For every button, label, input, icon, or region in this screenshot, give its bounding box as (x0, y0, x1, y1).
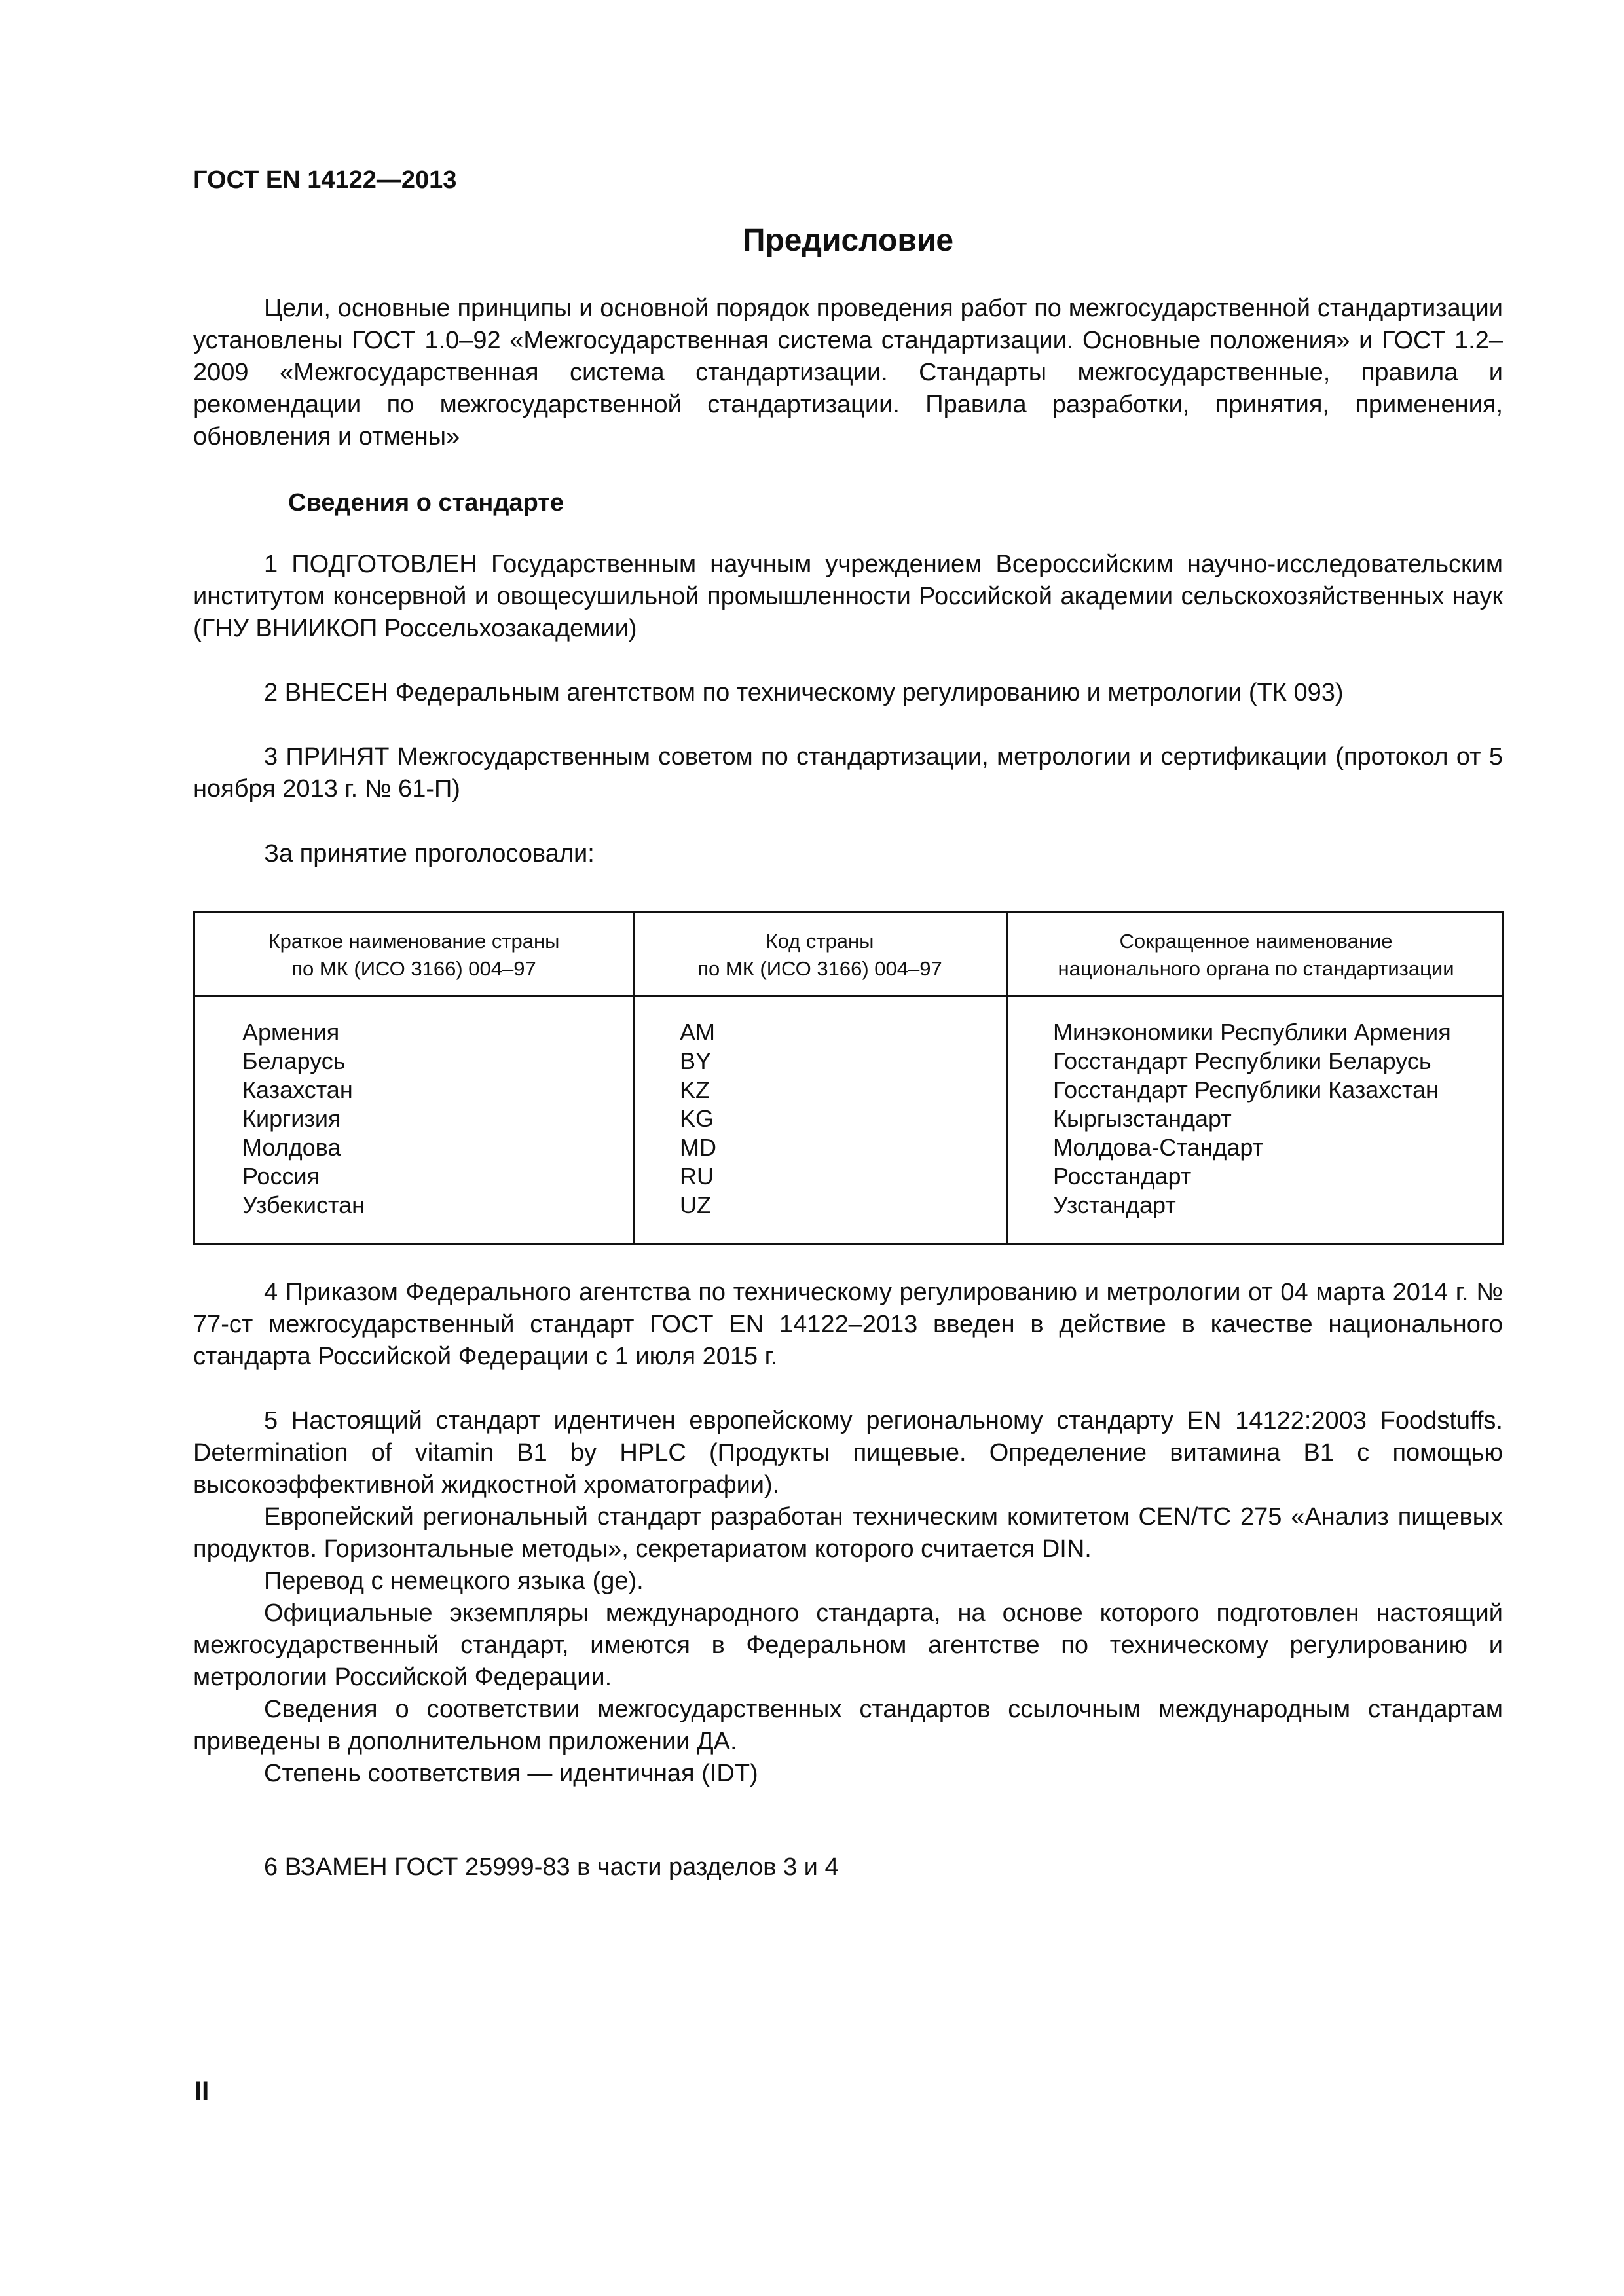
item-5-conformity-info: Сведения о соответствии межгосударственных стандартов ссылочным международным стандартам приведены в дополнительном приложении ДА. (193, 1696, 1503, 1755)
table-cell-country: Казахстан (242, 1076, 353, 1103)
table-header-standards-body (1007, 928, 1505, 983)
table-column-code (680, 1018, 716, 1220)
item-1-prepared: 1 ПОДГОТОВЛЕН Государственным научным учреждением Всероссийским научно-исследовательским институтом консервной и овощесушильной промышленности Российской академии сельскохозяйственных наук (ГНУ ВНИИКОП Россельхозакадемии) (193, 551, 1503, 642)
header-line: Краткое наименование страны (268, 930, 560, 953)
table-column-divider (1006, 913, 1008, 1243)
page-number: II (194, 2077, 210, 2105)
table-cell-standards-body: Госстандарт Республики Беларусь (1053, 1048, 1431, 1074)
item-5-block (193, 1405, 1503, 1790)
table-cell-code: KZ (680, 1076, 710, 1103)
table-cell-standards-body: Минэкономики Республики Армения (1053, 1019, 1451, 1046)
table-cell-standards-body: Росстандарт (1053, 1163, 1192, 1190)
table-cell-country: Россия (242, 1163, 320, 1190)
table-cell-country: Молдова (242, 1134, 341, 1161)
item-4-order: 4 Приказом Федерального агентства по техническому регулированию и метрологии от 04 марта 2014 г. № 77-ст межгосударственный стандарт ГОСТ EN 14122–2013 введен в действие в качестве национального стандарта Российской Федерации с 1 июля 2015 г. (193, 1279, 1503, 1370)
table-cell-code: RU (680, 1163, 714, 1190)
item-6-replaces: 6 ВЗАМЕН ГОСТ 25999-83 в части разделов 3 и 4 (264, 1853, 839, 1881)
table-cell-country: Армения (242, 1019, 340, 1046)
item-5-conformity-degree: Степень соответствия — идентичная (IDT) (264, 1760, 758, 1787)
table-header-country-name (195, 928, 633, 983)
intro-paragraph: Цели, основные принципы и основной порядок проведения работ по межгосударственной стандартизации установлены ГОСТ 1.0–92 «Межгосударственная система стандартизации. Основные положения» и ГОСТ 1.2–2009 «Межгосударственная система стандартизации. Стандарты межгосударственные, правила и рекомендации по межгосударственной стандартизации. Правила разработки, принятия, применения, обновления и отмены» (193, 295, 1503, 450)
table-cell-standards-body: Госстандарт Республики Казахстан (1053, 1076, 1439, 1103)
table-cell-standards-body: Узстандарт (1053, 1192, 1176, 1218)
table-cell-code: KG (680, 1105, 714, 1132)
table-cell-country: Беларусь (242, 1048, 346, 1074)
table-cell-code: MD (680, 1134, 716, 1161)
table-cell-code: AM (680, 1019, 715, 1046)
document-code-header: ГОСТ EN 14122—2013 (193, 166, 457, 194)
header-line: национального органа по стандартизации (1058, 957, 1454, 980)
header-line: Сокращенное наименование (1119, 930, 1393, 953)
table-cell-country: Киргизия (242, 1105, 341, 1132)
voted-label: За принятие проголосовали: (264, 840, 595, 867)
table-cell-country: Узбекистан (242, 1192, 365, 1218)
voting-countries-table (193, 911, 1504, 1245)
item-5-official-copies: Официальные экземпляры международного стандарта, на основе которого подготовлен настоящий межгосударственный стандарт, имеются в Федеральном агентстве по техническому регулированию и метрологии Российской Федерации. (193, 1599, 1503, 1691)
header-line: по МК (ИСО 3166) 004–97 (291, 957, 536, 980)
item-2-introduced: 2 ВНЕСЕН Федеральным агентством по техническому регулированию и метрологии (ТК 093) (264, 679, 1344, 706)
table-column-divider (633, 913, 635, 1243)
table-cell-standards-body: Молдова-Стандарт (1053, 1134, 1264, 1161)
header-line: Код страны (766, 930, 874, 953)
table-column-standards-body (1053, 1018, 1451, 1220)
table-cell-code: BY (680, 1048, 712, 1074)
header-line: по МК (ИСО 3166) 004–97 (697, 957, 942, 980)
item-5-regional-standard: Европейский региональный стандарт разработан техническим комитетом CEN/TC 275 «Анализ пищевых продуктов. Горизонтальные методы», секретариатом которого считается DIN. (193, 1503, 1503, 1563)
table-cell-standards-body: Кыргызстандарт (1053, 1105, 1232, 1132)
item-3-adopted: 3 ПРИНЯТ Межгосударственным советом по стандартизации, метрологии и сертификации (протокол от 5 ноября 2013 г. № 61-П) (193, 743, 1503, 803)
about-standard-heading: Сведения о стандарте (288, 489, 564, 517)
table-cell-code: UZ (680, 1192, 711, 1218)
item-5-translation: Перевод с немецкого языка (ge). (264, 1567, 644, 1595)
table-column-country (242, 1018, 365, 1220)
table-header-row (195, 913, 1502, 997)
page-title: Предисловие (742, 223, 954, 258)
table-header-country-code (634, 928, 1006, 983)
item-5-identity: 5 Настоящий стандарт идентичен европейскому региональному стандарту EN 14122:2003 Foodstuffs. Determination of vitamin B1 by HPLC (Продукты пищевые. Определение витамина B1 с помощью высокоэффективной жидкостной хроматографии). (193, 1407, 1503, 1499)
